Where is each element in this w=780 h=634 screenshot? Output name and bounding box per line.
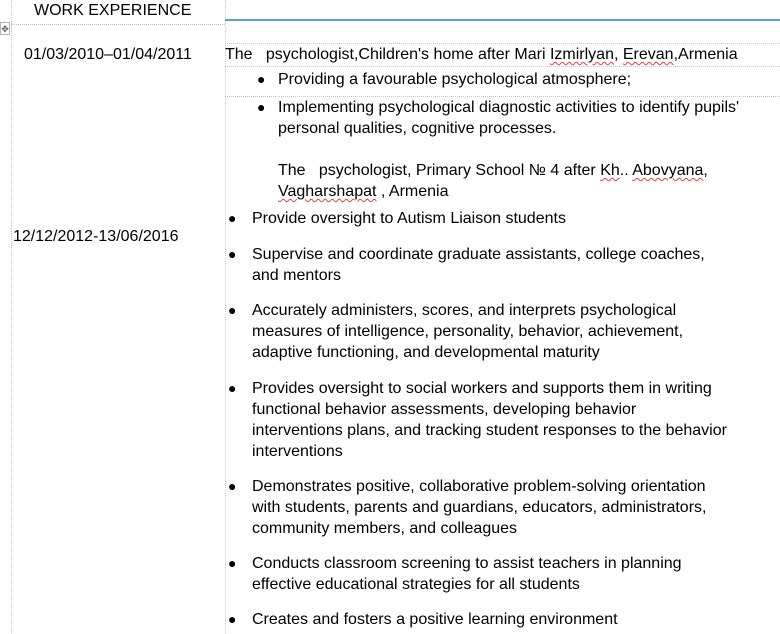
bullet-icon: ● [228, 380, 237, 396]
bullet-icon: ● [257, 71, 266, 87]
job-2-bullet-4-line-1: Provides oversight to social workers and supports them in writing [252, 380, 712, 397]
job-2-dates: 12/12/2012-13/06/2016 [13, 228, 179, 245]
job-1-bullet-1: Providing a favourable psychological atmosphere; [278, 71, 632, 88]
job-2-bullet-5-line-1: Demonstrates positive, collaborative problem-solving orientation [252, 478, 706, 495]
job-2-bullet-5-line-2: with students, parents and guardians, educators, administrators, [252, 499, 707, 516]
table-move-handle-icon[interactable]: ✥ [1, 24, 9, 34]
job-2-bullet-4-line-3: interventions plans, and tracking student responses to the behavior [252, 422, 727, 439]
bullet-icon: ● [228, 555, 237, 571]
section-title-rule [225, 19, 780, 21]
job-2-title-line-2: Vagharshapat , Armenia [278, 183, 449, 200]
job-2-bullet-1: Provide oversight to Autism Liaison students [252, 210, 566, 227]
table-left-border [11, 0, 12, 634]
job-2-bullet-2-line-1: Supervise and coordinate graduate assistants, college coaches, [252, 246, 705, 263]
job-1-title: The psychologist,Children's home after Mari Izmirlyan, Erevan,Armenia [225, 46, 738, 63]
job-2-bullet-3-line-1: Accurately administers, scores, and interprets psychological [252, 302, 677, 319]
bullet-icon: ● [228, 246, 237, 262]
job-2-bullet-6-line-1: Conducts classroom screening to assist teachers in planning [252, 555, 682, 572]
bullet-icon: ● [228, 302, 237, 318]
job-1-bullet-2-line-1: Implementing psychological diagnostic activities to identify pupils' [278, 99, 740, 116]
job-2-bullet-6-line-2: effective educational strategies for all students [252, 576, 580, 593]
bullet-icon: ● [257, 99, 266, 115]
job-2-bullet-4-line-2: functional behavior assessments, developing behavior [252, 401, 637, 418]
table-row-divider [11, 24, 225, 25]
job-2-bullet-2-line-2: and mentors [252, 267, 341, 284]
job-1-bullet-2-line-2: personal qualities, cognitive processes. [278, 120, 557, 137]
job-2-bullet-7: Creates and fosters a positive learning environment [252, 611, 618, 628]
bullet-icon: ● [228, 210, 237, 226]
job-2-bullet-5-line-3: community members, and colleagues [252, 520, 518, 537]
job-2-bullet-4-line-4: interventions [252, 443, 343, 460]
job-2-bullet-3-line-3: adaptive functioning, and developmental maturity [252, 344, 600, 361]
job-2-title-line-1: The psychologist, Primary School № 4 after Kh.. Abovyana, [278, 162, 708, 179]
section-title: WORK EXPERIENCE [34, 2, 192, 19]
job-1-dates: 01/03/2010–01/04/2011 [24, 46, 192, 63]
job-2-bullet-3-line-2: measures of intelligence, personality, behavior, achievement, [252, 323, 684, 340]
bullet-icon: ● [228, 478, 237, 494]
bullet-icon: ● [228, 611, 237, 627]
table-row-divider [225, 66, 780, 67]
